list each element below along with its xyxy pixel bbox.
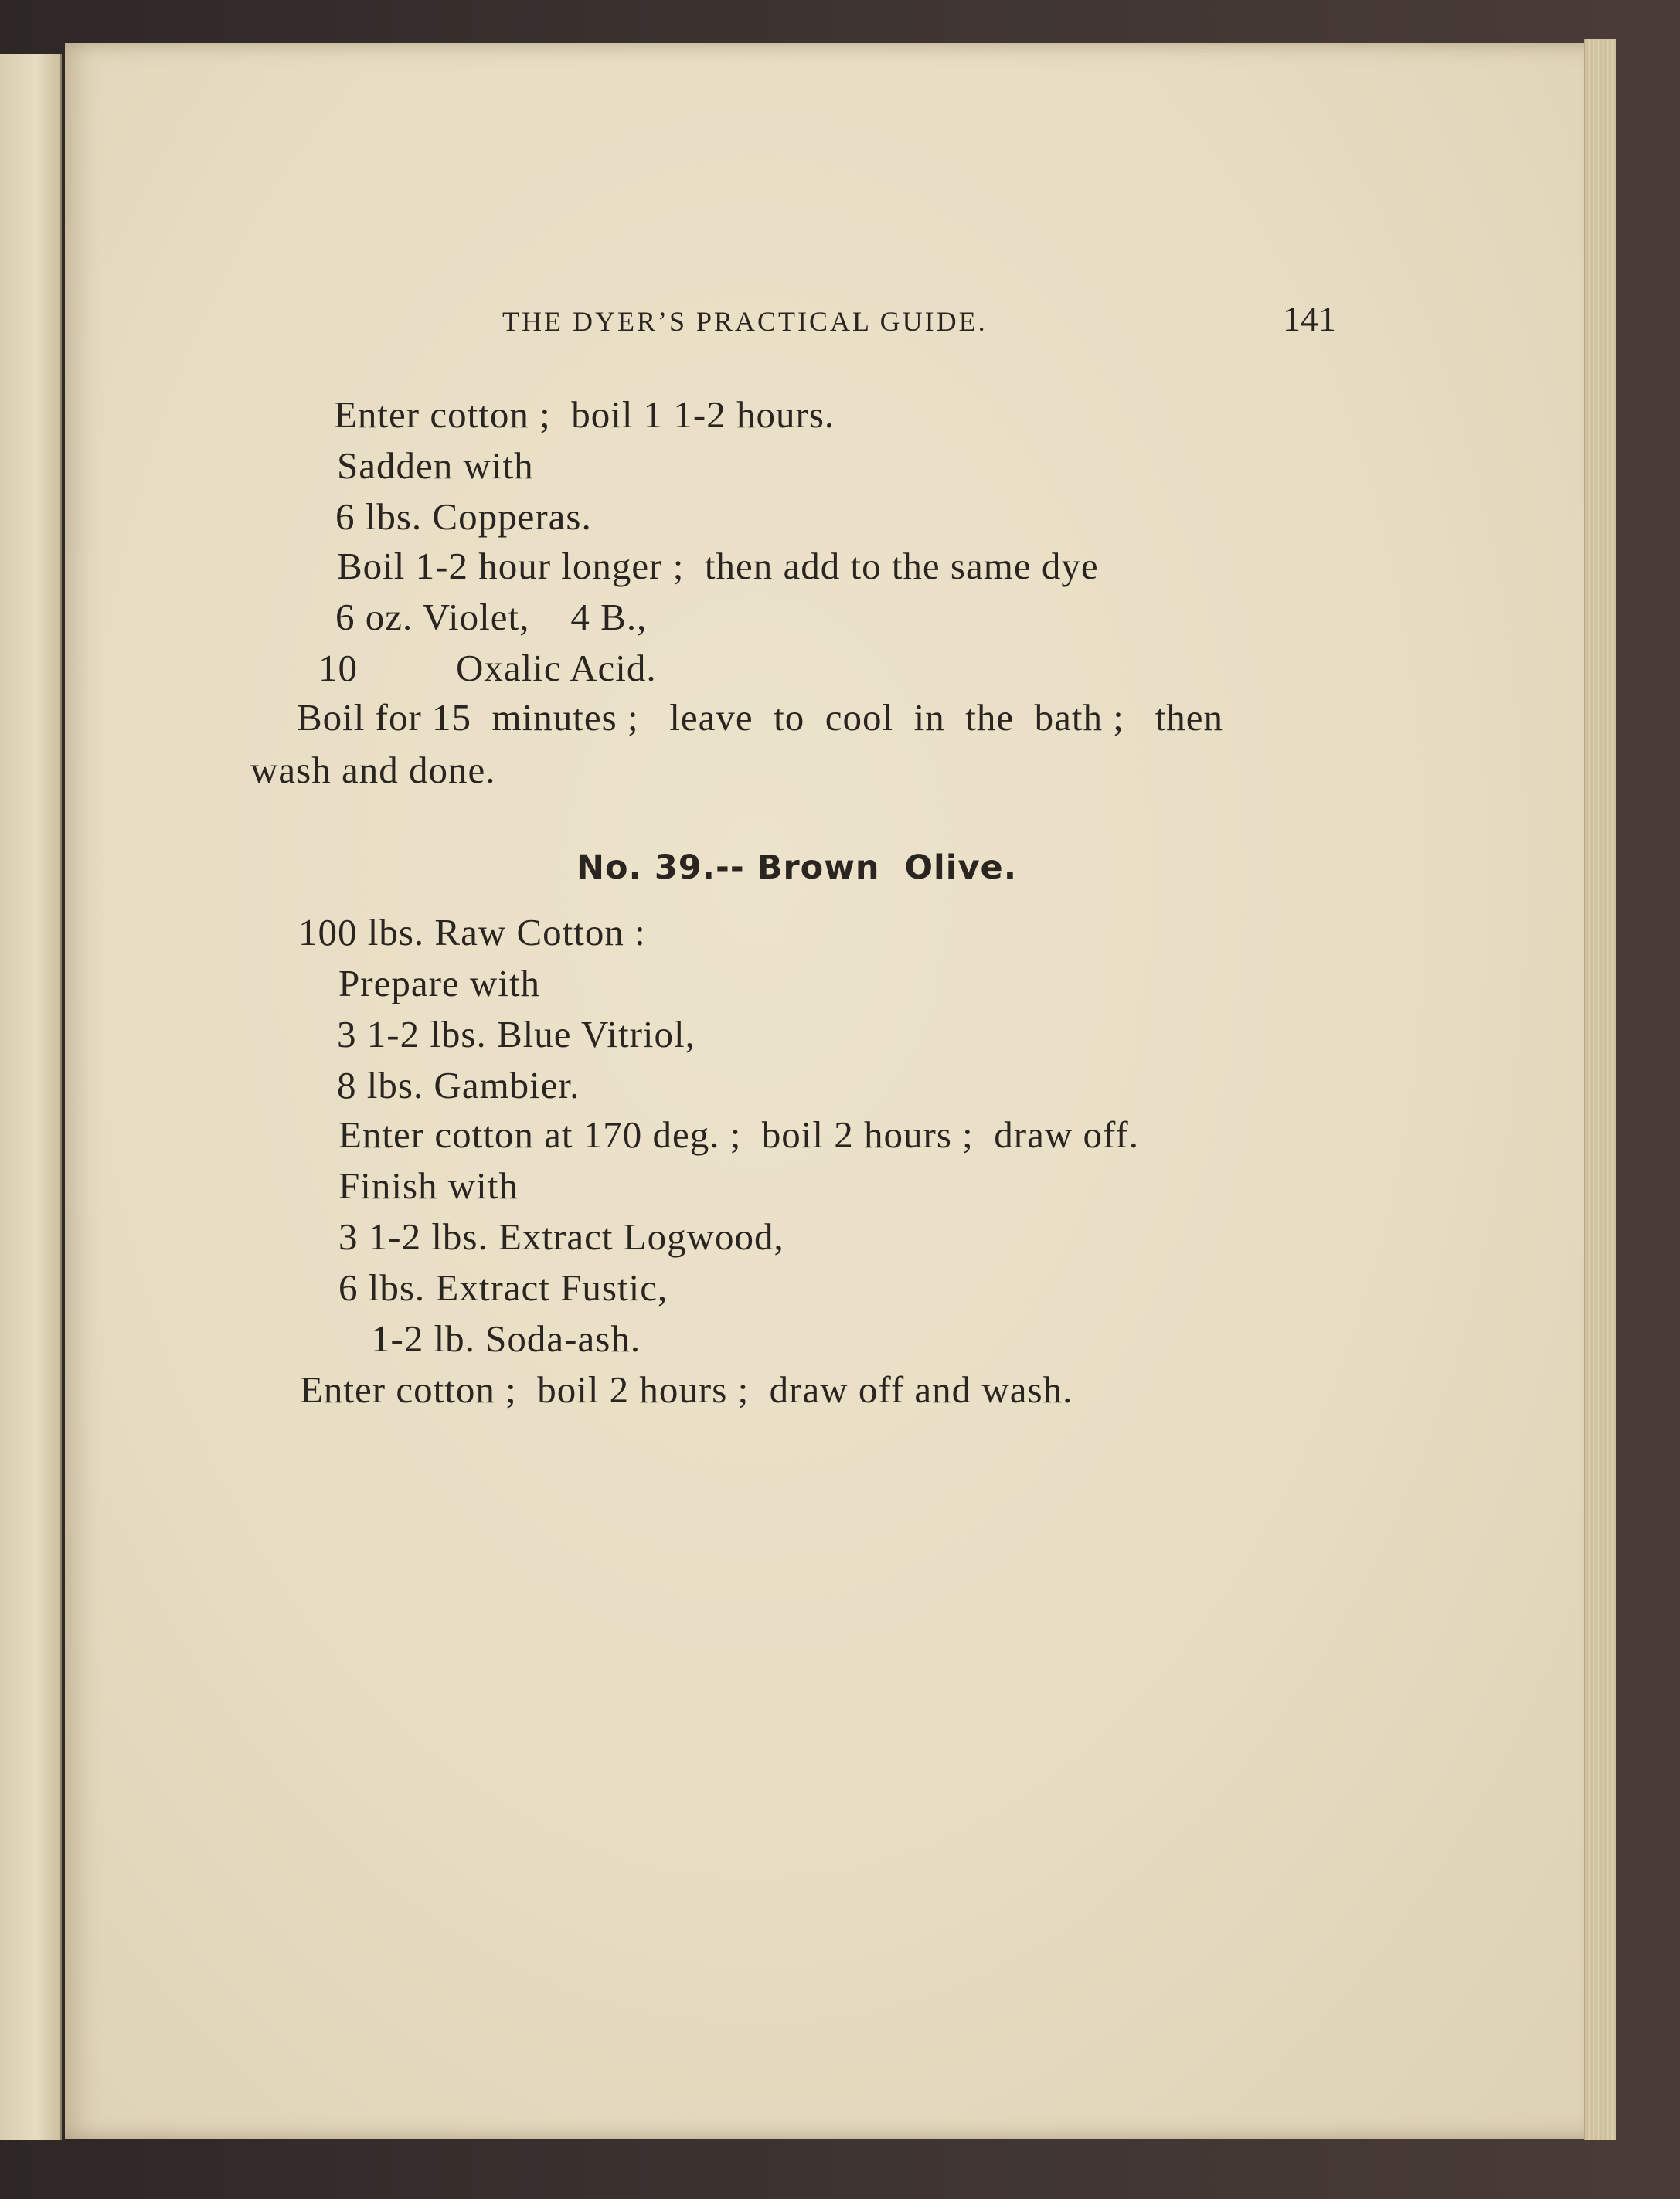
recipe-line: 3 1-2 lbs. Extract Logwood,	[338, 1215, 784, 1258]
recipe-line: 3 1-2 lbs. Blue Vitriol,	[337, 1013, 695, 1055]
text-line: 10	[318, 647, 358, 689]
page-number: 141	[1283, 299, 1336, 338]
recipe-line: Prepare with	[338, 962, 540, 1004]
recipe-line: 1-2 lb. Soda-ash.	[371, 1317, 641, 1360]
left-page-edge	[0, 54, 62, 2140]
recipe-line: 100 lbs. Raw Cotton :	[298, 911, 646, 953]
text-line: Enter cotton ; boil 1 1-2 hours.	[334, 393, 835, 436]
page	[65, 43, 1603, 2139]
text-line: Oxalic Acid.	[456, 647, 657, 689]
running-head: THE DYER’S PRACTICAL GUIDE.	[502, 306, 988, 337]
recipe-heading: No. 39.-- Brown Olive.	[576, 848, 1018, 887]
text-line: Sadden with	[337, 444, 534, 487]
text-line: Boil 1-2 hour longer ; then add to the same dye	[337, 545, 1099, 587]
recipe-line: Finish with	[338, 1164, 519, 1207]
recipe-line: 6 lbs. Extract Fustic,	[338, 1266, 668, 1309]
text-line: 6 oz. Violet, 4 B.,	[335, 596, 648, 638]
recipe-line: Enter cotton ; boil 2 hours ; draw off and wash.	[300, 1368, 1073, 1411]
text-line: Boil for 15 minutes ; leave to cool in the bath ; then	[297, 696, 1223, 739]
recipe-line: Enter cotton at 170 deg. ; boil 2 hours ; draw off.	[338, 1113, 1139, 1156]
text-line: 6 lbs. Copperas.	[335, 495, 592, 538]
page-fore-edge	[1584, 39, 1616, 2140]
text-line: wash and done.	[250, 749, 496, 791]
recipe-line: 8 lbs. Gambier.	[337, 1064, 580, 1106]
